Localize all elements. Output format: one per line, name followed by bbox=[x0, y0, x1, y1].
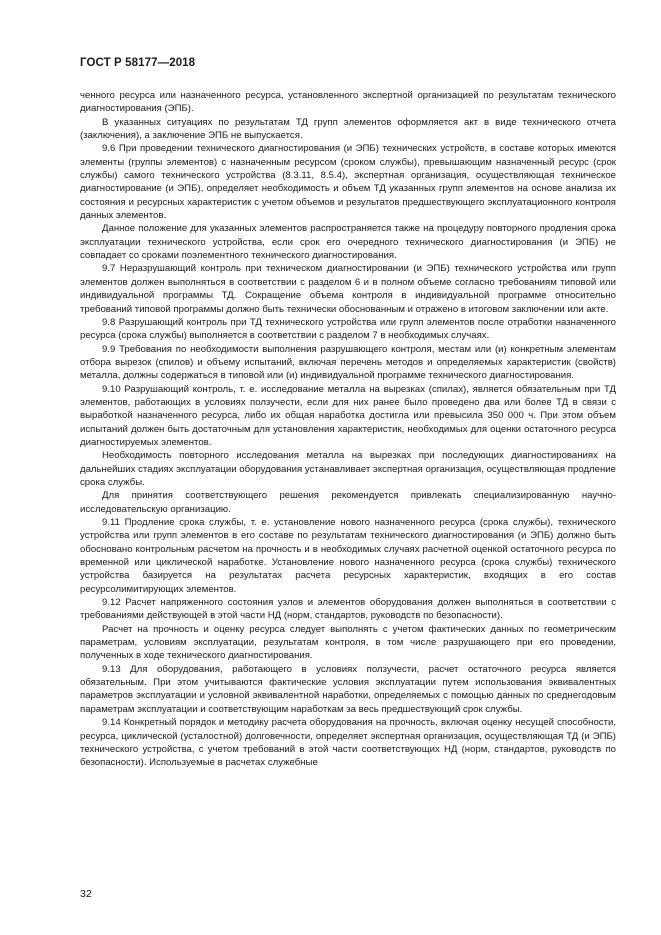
clause-9-6: 9.6 При проведении технического диагностирования (и ЭПБ) технических устройств, в составе которых имеются элементы (группы элементов) с назначенным ресурсом (сроком службы), превышающим назначенный ресурс (срок службы) самого технического устройства (8.3.11, 8.5.4), экспертная организация, осуществляющая техническое диагностирование (и ЭПБ), определяет необходимость и объем ТД указанных групп элементов на основе анализа их состояния и ресурсных характеристик с учетом объемов и результатов предшествующего эксплуатационного контроля данных элементов. bbox=[80, 143, 616, 222]
page-number: 32 bbox=[80, 888, 92, 900]
standard-designation: ГОСТ Р 58177—2018 bbox=[80, 57, 196, 69]
paragraph: В указанных ситуациях по результатам ТД групп элементов оформляется акт в виде технического отчета (заключения), а заключение ЭПБ не выпускается. bbox=[80, 116, 616, 142]
clause-9-9: 9.9 Требования по необходимости выполнения разрушающего контроля, местам или (и) конкретным элементам отбора вырезок (спилов) и объему испытаний, включая перечень методов и определяемых характеристик (свойств) металла, должны содержаться в типовой или (и) индивидуальной программе технического диагностирования. bbox=[80, 343, 616, 382]
paragraph: Для принятия соответствующего решения рекомендуется привлекать специализированную научно-исследовательскую организацию. bbox=[80, 490, 616, 515]
clause-9-8: 9.8 Разрушающий контроль при ТД технического устройства или групп элементов после отработки назначенного ресурса (срока службы) выполняется в соответствии с разделом 7 в необходимых случаях. bbox=[80, 316, 616, 342]
clause-9-7: 9.7 Неразрушающий контроль при техническом диагностировании (и ЭПБ) технического устройства или групп элементов должен выполняться в соответствии с разделом 6 и в полном объеме согласно требованиям типовой или индивидуальной программы ТД. Сокращение объема контроля в индивидуальной программе относительно требований типовой программы должно быть технически обоснованным и отражено в итоговом заключении или акте. bbox=[80, 263, 616, 315]
clause-9-14: 9.14 Конкретный порядок и методику расчета оборудования на прочность, включая оценку несущей способности, ресурса, циклической (усталостной) долговечности, определяет экспертная организация, осуществляющая ТД (и ЭПБ) технического устройства, с учетом требований в этой части соответствующих НД (норм, стандартов, руководств по безопасности). Используемые в расчетах служебные bbox=[80, 717, 616, 769]
paragraph: Расчет на прочность и оценку ресурса следует выполнять с учетом фактических данных по геометрическим параметрам, условиям эксплуатации, результатам контроля, в том числе разрушающего при его проведении, полученных в ходе технического диагностирования. bbox=[80, 623, 616, 662]
paragraph: Данное положение для указанных элементов распространяется также на процедуру повторного продления срока эксплуатации технического устройства, если срок его очередного технического диагностирования (и ЭПБ) не совпадает со сроками поэлементного технического диагностирования. bbox=[80, 223, 616, 262]
clause-9-13: 9.13 Для оборудования, работающего в условиях ползучести, расчет остаточного ресурса является обязательным. При этом учитываются фактические условия эксплуатации путем использования эквивалентных параметров эксплуатации и условной эквивалентной наработки, определяемых с помощью данных по среднегодовым параметрам эксплуатации и соответствующим наработкам за весь предшествующий срок службы. bbox=[80, 663, 616, 715]
clause-9-10: 9.10 Разрушающий контроль, т. е. исследование металла на вырезках (спилах), является обязательным при ТД элементов, работающих в условиях ползучести, если для них ранее было проведено два или более ТД в связи с выработкой назначенного ресурса, либо их общая наработка достигла или превысила 350 000 ч. При этом объем испытаний должен быть достаточным для установления характеристик, необходимых для оценки остаточного ресурса диагностируемых элементов. bbox=[80, 383, 616, 448]
clause-9-11: 9.11 Продление срока службы, т. е. установление нового назначенного ресурса (срока службы), технического устройства или групп элементов в его составе по результатам технического диагностирования (и ЭПБ) должно быть обосновано контрольным расчетом на прочность и в необходимых случаях расчетной оценкой остаточного ресурса по временной или циклической наработке. Установление нового назначенного ресурса (срока службы) технического устройства базируется на результатах расчета ресурсных характеристик, входящих в его состав ресурсолимитирующих элементов. bbox=[80, 517, 616, 595]
clause-9-12: 9.12 Расчет напряженного состояния узлов и элементов оборудования должен выполняться в соответствии с требованиями действующей в этой части НД (норм, стандартов, руководств по безопасности). bbox=[80, 597, 616, 622]
paragraph: Необходимость повторного исследования металла на вырезках при последующих диагностированиях на дальнейших стадиях эксплуатации оборудования устанавливает экспертная организация, осуществляющая продление срока службы. bbox=[80, 450, 616, 488]
paragraph-continuation: ченного ресурса или назначенного ресурса, установленного экспертной организацией по результатам технического диагностирования (ЭПБ). bbox=[80, 90, 616, 115]
body-text bbox=[80, 89, 616, 770]
